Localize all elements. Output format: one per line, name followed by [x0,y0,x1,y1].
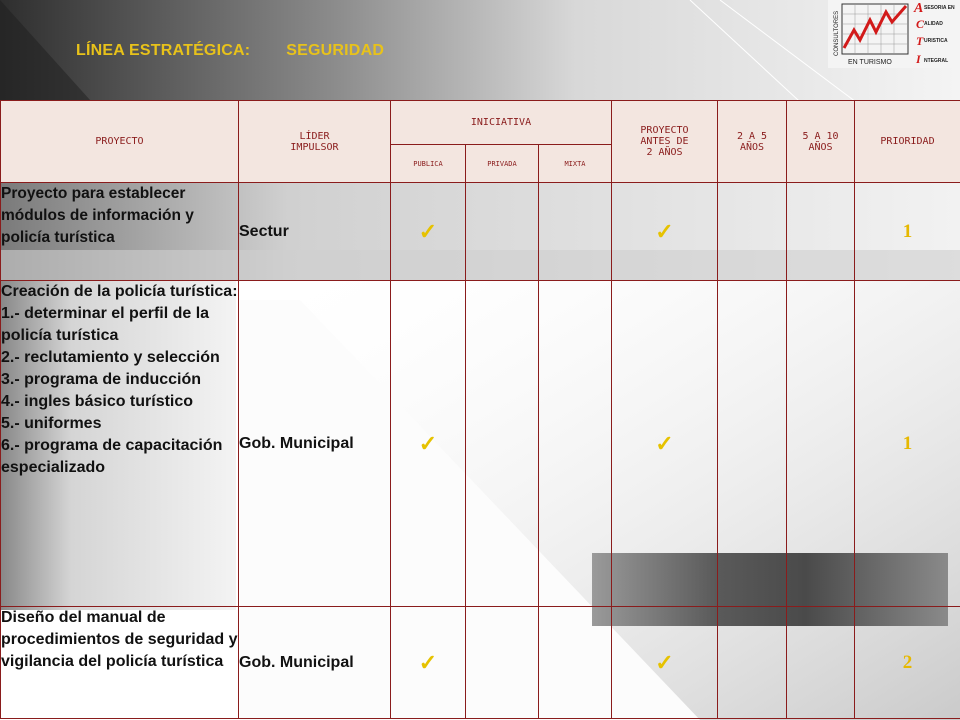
header-proyecto-antes: PROYECTO ANTES DE 2 AÑOS [612,101,718,183]
row-3-antes-check: ✓ [612,607,718,719]
table-row [1,607,960,719]
row-3-5a10 [787,607,855,719]
header-lider-impulsor: LÍDER IMPULSOR [239,101,391,183]
row-2-proyecto: Creación de la policía turística: 1.- determinar el perfil de la policía turística 2.- reclutamiento y selección 3.- programa de inducción 4.- ingles básico turístico 5.- uniformes 6.- programa de capacitación especializado [1,281,239,607]
row-3-prioridad: 2 [855,607,960,719]
svg-text:T: T [916,34,924,48]
row-2-lider: Gob. Municipal [239,281,391,607]
strategy-table [0,100,960,719]
title-value: SEGURIDAD [286,42,385,59]
row-1-prioridad: 1 [855,183,960,281]
row-3-mixta [539,607,612,719]
header-publica: PUBLICA [391,145,466,183]
row-3-publica-check: ✓ [391,607,466,719]
logo-bottom-text: EN TURISMO [848,59,892,66]
svg-text:I: I [916,52,921,66]
row-1-2a5 [718,183,787,281]
row-3-lider: Gob. Municipal [239,607,391,719]
row-2-prioridad: 1 [855,281,960,607]
logo-vertical-text: CONSULTORES [834,10,840,56]
row-2-mixta [539,281,612,607]
row-1-publica-check: ✓ [391,183,466,281]
logo-line-3: URISTICA [924,38,948,44]
row-2-5a10 [787,281,855,607]
page-title [76,42,384,60]
svg-text:C: C [916,17,925,31]
consultores-logo [828,0,960,68]
table-row [1,183,960,281]
row-2-2a5 [718,281,787,607]
row-1-privada [466,183,539,281]
header-iniciativa: INICIATIVA [391,101,612,145]
row-3-2a5 [718,607,787,719]
row-1-5a10 [787,183,855,281]
row-3-proyecto: Diseño del manual de procedimientos de seguridad y vigilancia del policía turística [1,607,239,719]
logo-line-1: SESORIA EN [924,5,955,11]
row-1-lider: Sectur [239,183,391,281]
header-2-a-5: 2 A 5 AÑOS [718,101,787,183]
header-5-a-10: 5 A 10 AÑOS [787,101,855,183]
header-mixta: MIXTA [539,145,612,183]
logo-line-4: NTEGRAL [924,58,949,64]
row-1-mixta [539,183,612,281]
row-2-privada [466,281,539,607]
row-2-antes-check: ✓ [612,281,718,607]
logo-line-2: ALIDAD [924,21,943,27]
header-prioridad: PRIORIDAD [855,101,960,183]
row-3-privada [466,607,539,719]
header-privada: PRIVADA [466,145,539,183]
row-1-antes-check: ✓ [612,183,718,281]
title-label: LÍNEA ESTRATÉGICA: [76,42,251,59]
row-1-proyecto: Proyecto para establecer módulos de información y policía turística [1,183,239,281]
header-proyecto: PROYECTO [1,101,239,183]
row-2-publica-check: ✓ [391,281,466,607]
table-row [1,281,960,607]
svg-text:A: A [914,1,924,16]
